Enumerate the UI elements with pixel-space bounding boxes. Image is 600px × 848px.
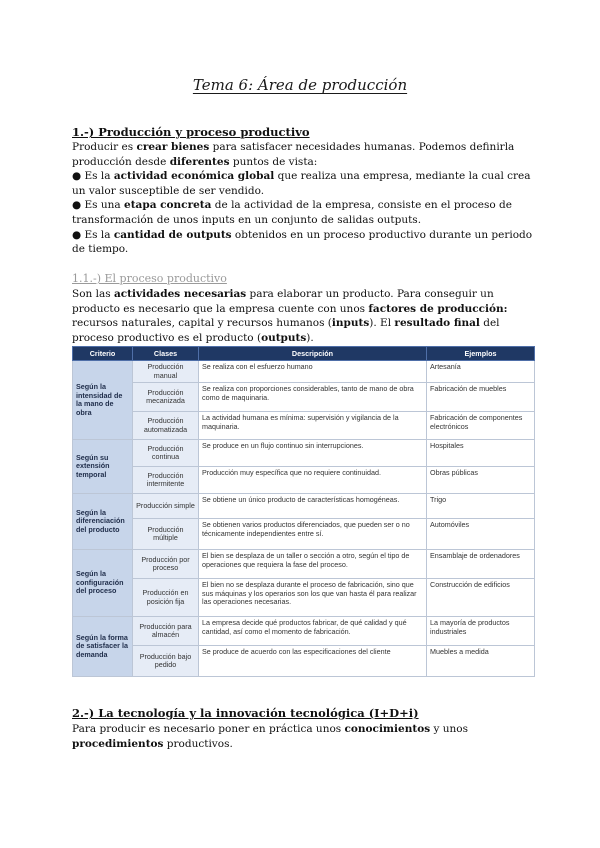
text-run: Para producir es necesario poner en práctica unos [72,723,345,735]
section11-heading: 1.1.-) El proceso productivo [72,272,227,285]
section2-heading: 2.-) La tecnología y la innovación tecnológica (I+D+i) [72,706,419,720]
clase-cell: Producción en posición fija [133,579,199,617]
table-row [73,383,535,412]
clase-cell: Producción bajo pedido [133,646,199,677]
descripcion-cell: Producción muy específica que no requiere continuidad. [199,467,427,494]
ejemplo-cell: Construcción de edificios [427,579,535,617]
bullet-3 [72,228,534,257]
descripcion-cell: Se produce de acuerdo con las especificaciones del cliente [199,646,427,677]
text-run: puntos de vista: [229,155,318,168]
clase-cell: Producción continua [133,440,199,467]
text-run: y unos [430,723,468,735]
ejemplo-cell: Hospitales [427,440,535,467]
text-run: ● Es la [72,228,114,241]
descripcion-cell: Se obtiene un único producto de características homogéneas. [199,494,427,519]
bold-run: conocimientos [344,723,431,735]
text-run: que realiza una empresa, mediante la cual crea un valor susceptible de ser vendido. [72,170,531,197]
ejemplo-cell: Fabricación de componentes electrónicos [427,412,535,440]
text-run: ). [306,331,314,344]
ejemplo-cell: La mayoría de productos industriales [427,617,535,646]
descripcion-cell: El bien no se desplaza durante el proceso de fabricación, sino que sus máquinas y los operarios son los que van hasta él para realizar las operaciones necesarias. [199,579,427,617]
text-run: productivos. [163,737,233,750]
descripcion-cell: La empresa decide qué productos fabricar, de qué calidad y qué cantidad, así como el momento de fabricación. [199,617,427,646]
table-row [73,467,535,494]
descripcion-cell: El bien se desplaza de un taller o sección a otro, según el tipo de operaciones que requiera la fase del proceso. [199,550,427,579]
descripcion-cell: La actividad humana es mínima: supervisión y vigilancia de la maquinaria. [199,412,427,440]
section11-text [72,287,534,345]
clase-cell: Producción para almacén [133,617,199,646]
text-run: recursos naturales, capital y recursos humanos ( [72,317,332,330]
table-header-row [73,347,535,361]
text-run: Son las [72,288,114,300]
header-criterio: Criterio [73,347,133,361]
table-row [73,412,535,440]
criterio-cell: Según la diferenciación del producto [73,494,133,550]
text-run: ● Es una [72,199,125,212]
table-row [73,519,535,550]
production-types-table [72,346,535,677]
ejemplo-cell: Fabricación de muebles [427,383,535,412]
section1-intro [72,140,534,169]
bold-run: crear bienes [136,141,210,153]
ejemplo-cell: Ensamblaje de ordenadores [427,550,535,579]
descripcion-cell: Se realiza con proporciones considerables, tanto de mano de obra como de maquinaria. [199,383,427,412]
text-run: ● Es la [72,170,114,183]
text-run: de la actividad de la empresa, consiste en el proceso de transformación de unos inputs en un conjunto de salidas outputs. [72,199,512,226]
table-row [73,440,535,467]
bold-run: factores de producción: [368,302,508,315]
bold-run: inputs [331,317,370,330]
table-body [73,361,535,677]
table-row [73,361,535,383]
bold-run: procedimientos [72,737,164,750]
ejemplo-cell: Muebles a medida [427,646,535,677]
bold-run: outputs [261,331,307,344]
bullet-1 [72,169,534,198]
section2-text [72,722,534,751]
clase-cell: Producción manual [133,361,199,383]
table-row [73,617,535,646]
table-row [73,494,535,519]
text-run: ). El [369,317,395,330]
bullet-2 [72,198,534,227]
section1-heading: 1.-) Producción y proceso productivo [72,125,310,139]
bold-run: etapa concreta [124,199,212,212]
descripcion-cell: Se obtienen varios productos diferenciados, que pueden ser o no técnicamente independientes entre sí. [199,519,427,550]
header-ejemplos: Ejemplos [427,347,535,361]
ejemplo-cell: Obras públicas [427,467,535,494]
descripcion-cell: Se produce en un flujo continuo sin interrupciones. [199,440,427,467]
ejemplo-cell: Automóviles [427,519,535,550]
section1-body [72,140,534,257]
header-clases: Clases [133,347,199,361]
bold-run: resultado final [394,317,480,330]
ejemplo-cell: Trigo [427,494,535,519]
text-run: Producir es [72,141,137,153]
page-title: Tema 6: Área de producción [192,76,408,94]
clase-cell: Producción automatizada [133,412,199,440]
table-row [73,646,535,677]
bold-run: actividad económica global [113,170,275,183]
criterio-cell: Según la forma de satisfacer la demanda [73,617,133,677]
clase-cell: Producción por proceso [133,550,199,579]
table-row [73,579,535,617]
bold-run: actividades necesarias [113,288,247,300]
bold-run: diferentes [169,155,230,168]
clase-cell: Producción mecanizada [133,383,199,412]
table-header [73,347,535,361]
criterio-cell: Según la configuración del proceso [73,550,133,617]
text-run: para satisfacer necesidades humanas. Podemos definirla producción desde [72,141,515,168]
bold-run: cantidad de outputs [113,228,232,241]
ejemplo-cell: Artesanía [427,361,535,383]
text-run: obtenidos en un proceso productivo durante un periodo de tiempo. [72,228,533,256]
criterio-cell: Según la intensidad de la mano de obra [73,361,133,440]
clase-cell: Producción simple [133,494,199,519]
table-row [73,550,535,579]
criterio-cell: Según su extensión temporal [73,440,133,494]
header-descripcion: Descripción [199,347,427,361]
clase-cell: Producción intermitente [133,467,199,494]
descripcion-cell: Se realiza con el esfuerzo humano [199,361,427,383]
text-run: del proceso productivo es el producto ( [72,317,500,344]
clase-cell: Producción múltiple [133,519,199,550]
text-run: para elaborar un producto. Para conseguir un producto es necesario que la empresa cuente con unos [72,288,494,315]
